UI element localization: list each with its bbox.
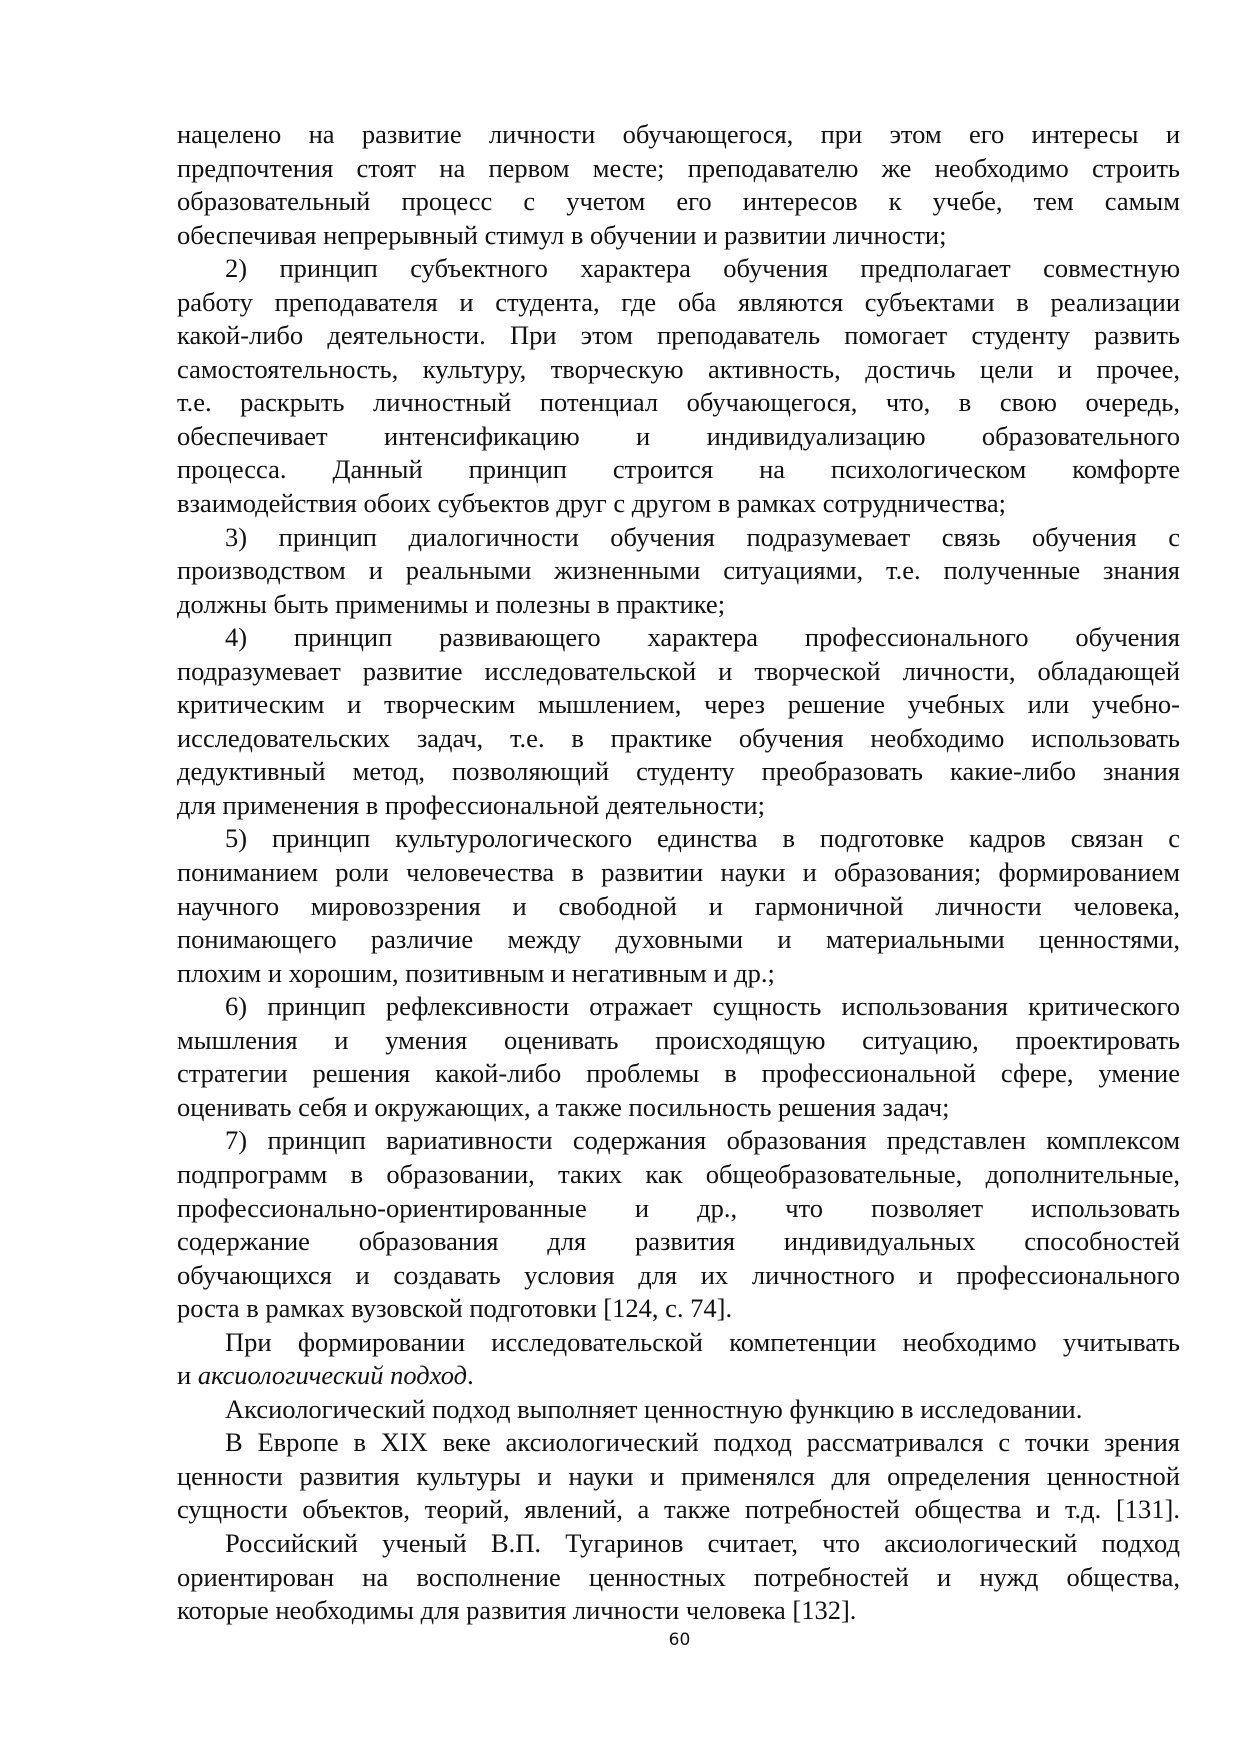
text-line-content: оценивать себя и окружающих, а также посильность решения задач; [177, 1091, 950, 1122]
text-line [177, 1326, 1180, 1360]
text-line [177, 923, 1180, 957]
text-line-content: 5) принцип культурологического единства в подготовке кадров связан с [225, 823, 1180, 854]
text-line [177, 621, 1180, 655]
text-line [177, 1561, 1180, 1595]
text-line-content: предпочтения стоят на первом месте; преподавателю же необходимо строить [177, 152, 1180, 183]
text-line [177, 1527, 1180, 1561]
text-line-content: 7) принцип вариативности содержания образования представлен комплексом [225, 1125, 1180, 1156]
text-line [177, 1225, 1180, 1259]
text-line [177, 319, 1180, 353]
text-line-content: взаимодействия обоих субъектов друг с другом в рамках сотрудничества; [177, 488, 1007, 519]
text-line [177, 1057, 1180, 1091]
text-line-content [177, 1359, 474, 1393]
text-line [177, 386, 1180, 420]
text-line [177, 1493, 1180, 1527]
text-line-content: какой-либо деятельности. При этом преподаватель помогает студенту развить [177, 320, 1180, 351]
text-line [177, 118, 1180, 152]
text-line [177, 755, 1180, 789]
text-line [177, 1426, 1180, 1460]
text-line [177, 1460, 1180, 1494]
text-line-content: 3) принцип диалогичности обучения подразумевает связь обучения с [225, 521, 1180, 552]
text-line [177, 252, 1180, 286]
text-line-content: ценности развития культуры и науки и применялся для определения ценностной [177, 1460, 1180, 1491]
text-line-content: мышления и умения оценивать происходящую ситуацию, проектировать [177, 1024, 1180, 1055]
text-line-content: для применения в профессиональной деятельности; [177, 789, 765, 820]
text-fragment: . [467, 1360, 474, 1391]
text-line [177, 521, 1180, 555]
text-line-content: критическим и творческим мышлением, через решение учебных или учебно- [177, 689, 1180, 720]
text-line-content: самостоятельность, культуру, творческую активность, достичь цели и прочее, [177, 353, 1180, 384]
text-fragment: и [177, 1360, 198, 1391]
text-line [177, 890, 1180, 924]
text-line-content: 6) принцип рефлексивности отражает сущность использования критического [225, 991, 1180, 1022]
text-line-content: обеспечивая непрерывный стимул в обучении и развитии личности; [177, 219, 947, 250]
text-line [177, 1292, 1180, 1326]
text-line-content: подразумевает развитие исследовательской и творческой личности, обладающей [177, 655, 1180, 686]
text-line [177, 588, 1180, 622]
text-line-content: сущности объектов, теорий, явлений, а также потребностей общества и т.д. [131]. [177, 1494, 1180, 1525]
text-line-content: пониманием роли человечества в развитии науки и образования; формированием [177, 857, 1180, 888]
page-number [0, 1630, 1241, 1650]
text-line-content: 4) принцип развивающего характера профессионального обучения [225, 622, 1180, 653]
text-line [177, 1124, 1180, 1158]
page-number-label: 60 [668, 1630, 691, 1650]
text-line [177, 1158, 1180, 1192]
text-line-content: производством и реальными жизненными ситуациями, т.е. полученные знания [177, 555, 1180, 586]
text-line [177, 554, 1180, 588]
body-text [177, 118, 1180, 1628]
text-line [177, 856, 1180, 890]
text-line [177, 1259, 1180, 1293]
text-line [177, 1594, 1180, 1628]
text-line-content: дедуктивный метод, позволяющий студенту преобразовать какие-либо знания [177, 756, 1180, 787]
text-line [177, 990, 1180, 1024]
text-line-content: исследовательских задач, т.е. в практике обучения необходимо использовать [177, 722, 1180, 753]
text-line [177, 453, 1180, 487]
text-line-content: роста в рамках вузовской подготовки [124, с. 74]. [177, 1293, 733, 1324]
text-line-content: научного мировоззрения и свободной и гармоничной личности человека, [177, 890, 1180, 921]
text-line-content: В Европе в XIX веке аксиологический подход рассматривался с точки зрения [225, 1427, 1180, 1458]
text-line-content: стратегии решения какой-либо проблемы в профессиональной сфере, умение [177, 1058, 1180, 1089]
text-line [177, 420, 1180, 454]
text-line [177, 185, 1180, 219]
text-line [177, 722, 1180, 756]
text-line-content: нацелено на развитие личности обучающегося, при этом его интересы и [177, 119, 1180, 149]
text-line-content: профессионально-ориентированные и др., что позволяет использовать [177, 1192, 1180, 1223]
text-line-content: Аксиологический подход выполняет ценностную функцию в исследовании. [225, 1393, 1083, 1424]
text-line [177, 286, 1180, 320]
italic-term: аксиологический подход [197, 1360, 468, 1391]
text-line [177, 1359, 1180, 1393]
text-line-content: т.е. раскрыть личностный потенциал обучающегося, что, в свою очередь, [177, 387, 1180, 418]
text-line-content: должны быть применимы и полезны в практике; [177, 588, 726, 619]
text-line-content: понимающего различие между духовными и материальными ценностями, [177, 924, 1180, 955]
text-line [177, 1192, 1180, 1226]
text-line-content: Российский ученый В.П. Тугаринов считает, что аксиологический подход [225, 1527, 1180, 1558]
text-line-content: 2) принцип субъектного характера обучения предполагает совместную [225, 253, 1180, 284]
text-line [177, 1393, 1180, 1427]
text-line-content: которые необходимы для развития личности человека [132]. [177, 1595, 857, 1626]
text-line [177, 822, 1180, 856]
text-line-content: плохим и хорошим, позитивным и негативным и др.; [177, 957, 775, 988]
text-line-content: процесса. Данный принцип строится на психологическом комфорте [177, 454, 1180, 485]
text-line-content: работу преподавателя и студента, где оба являются субъектами в реализации [177, 286, 1180, 317]
text-line [177, 957, 1180, 991]
text-line-content: подпрограмм в образовании, таких как общеобразовательные, дополнительные, [177, 1158, 1180, 1189]
text-line [177, 1091, 1180, 1125]
text-line [177, 487, 1180, 521]
text-line [177, 1024, 1180, 1058]
text-line [177, 789, 1180, 823]
text-line-content: ориентирован на восполнение ценностных потребностей и нужд общества, [177, 1561, 1180, 1592]
text-line [177, 688, 1180, 722]
text-line [177, 219, 1180, 253]
text-line [177, 152, 1180, 186]
text-line-content: образовательный процесс с учетом его интересов к учебе, тем самым [177, 186, 1180, 217]
text-line [177, 353, 1180, 387]
text-line-content: обучающихся и создавать условия для их личностного и профессионального [177, 1259, 1180, 1290]
text-line-content: обеспечивает интенсификацию и индивидуализацию образовательного [177, 420, 1180, 451]
text-line [177, 655, 1180, 689]
text-line-content: содержание образования для развития индивидуальных способностей [177, 1226, 1180, 1257]
text-line-content: При формировании исследовательской компетенции необходимо учитывать [225, 1326, 1180, 1357]
